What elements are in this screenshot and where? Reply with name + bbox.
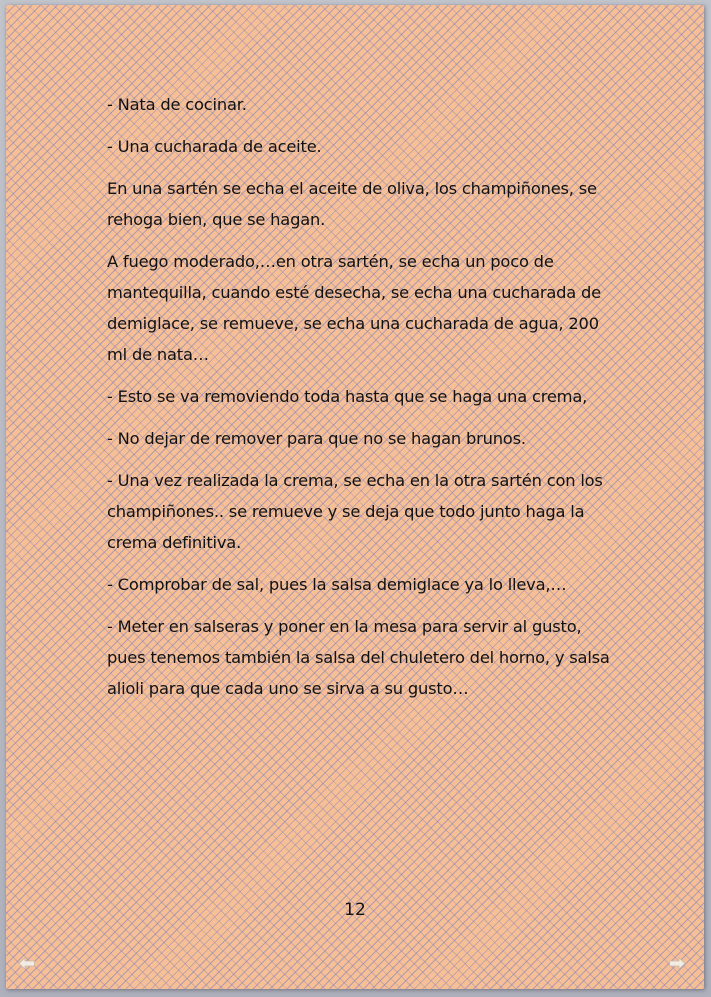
paragraph: - Comprobar de sal, pues la salsa demiglace ya lo lleva,… [107, 575, 567, 594]
next-page-button[interactable] [668, 957, 686, 970]
paragraph: - Meter en salseras y poner en la mesa para servir al gusto, pues tenemos también la salsa del chuletero del horno, y salsa alioli para que cada uno se sirva a su gusto… [107, 617, 610, 698]
page-number: 12 [344, 900, 366, 920]
paragraph: - No dejar de remover para que no se hagan brunos. [107, 429, 526, 448]
arrow-right-icon [668, 957, 686, 970]
paragraph: - Esto se va removiendo toda hasta que se haga una crema, [107, 387, 588, 406]
document-page [6, 5, 704, 989]
paragraph: En una sartén se echa el aceite de oliva, los champiñones, se rehoga bien, que se hagan. [107, 179, 597, 229]
paragraph: - Una cucharada de aceite. [107, 137, 322, 156]
paragraph: - Una vez realizada la crema, se echa en la otra sartén con los champiñones.. se remueve y se deja que todo junto haga la crema definitiva. [107, 471, 603, 552]
paragraph: - Nata de cocinar. [107, 95, 247, 114]
paragraph: A fuego moderado,…en otra sartén, se echa un poco de mantequilla, cuando esté desecha, se echa una cucharada de demiglace, se remueve, se echa una cucharada de agua, 200 ml de nata… [107, 252, 602, 364]
page-content [107, 89, 617, 715]
arrow-left-icon [18, 957, 36, 970]
previous-page-button[interactable] [18, 957, 36, 970]
